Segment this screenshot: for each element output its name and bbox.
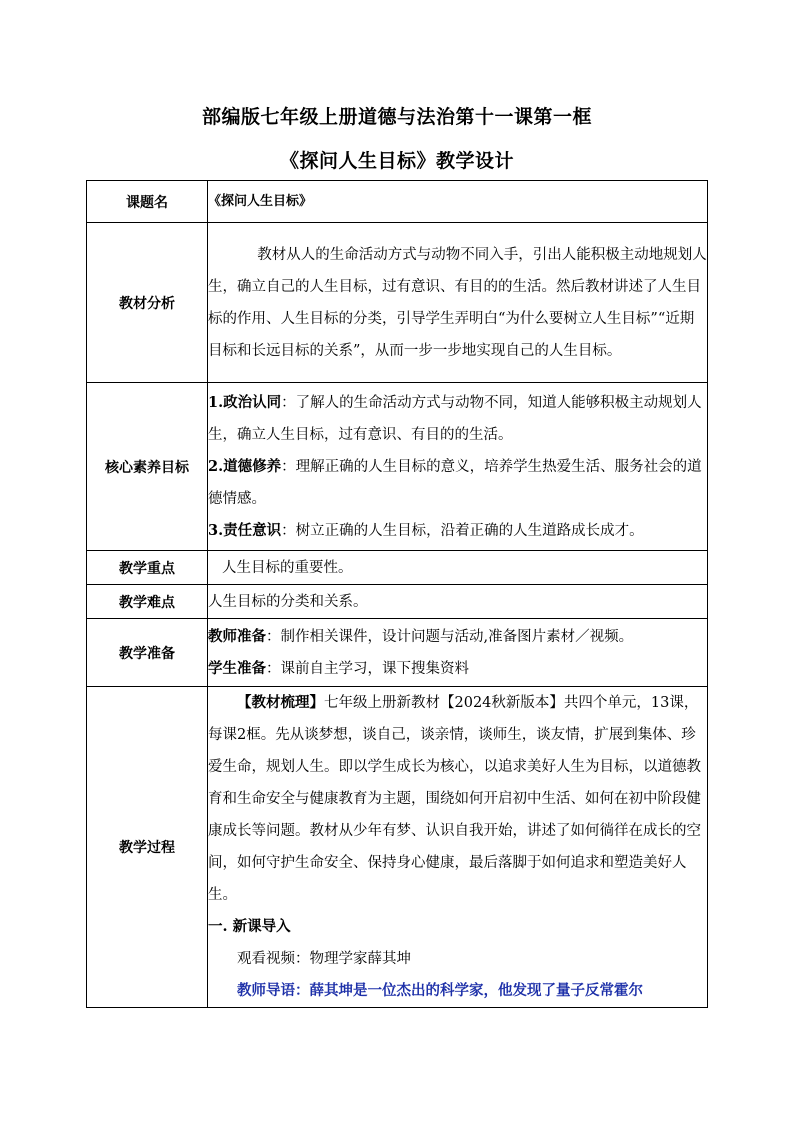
literacy-item-2-head: 2.道德修养 xyxy=(208,457,282,475)
prep-teacher-head: 教师准备 xyxy=(208,627,266,645)
value-prep xyxy=(208,619,708,687)
label-topic: 课题名 xyxy=(87,181,208,223)
literacy-item-1-body: ：了解人的生命活动方式与动物不同，知道人能够积极主动规划人生，确立人生目标，过有意识、有目的的生活。 xyxy=(208,394,702,443)
process-intro xyxy=(208,687,707,911)
literacy-item-1-head: 1.政治认同 xyxy=(208,393,282,411)
literacy-item-2-body: ：理解正确的人生目标的意义，培养学生热爱生活、服务社会的道德情感。 xyxy=(208,458,702,507)
process-intro-head: 【教材梳理】 xyxy=(237,694,324,711)
row-key xyxy=(87,551,708,585)
literacy-item-3-body: ：树立正确的人生目标，沿着正确的人生道路成长成才。 xyxy=(281,522,644,539)
value-literacy xyxy=(208,383,708,551)
label-analysis: 教材分析 xyxy=(87,223,208,383)
row-analysis xyxy=(87,223,708,383)
doc-title-line1: 部编版七年级上册道德与法治第十一课第一框 xyxy=(201,106,592,128)
value-process xyxy=(208,687,708,1008)
process-video: 观看视频：物理学家薛其坤 xyxy=(237,951,411,967)
analysis-text: 教材从人的生命活动方式与动物不同入手，引出人能积极主动地规划人生，确立自己的人生目标，过有意识、有目的的生活。然后教材讲述了人生目标的作用、人生目标的分类，引导学生弄明白“为什么要树立人生目标”“近期目标和长远目标的关系”，从而一步一步地实现自己的人生目标。 xyxy=(208,246,707,359)
literacy-item-1 xyxy=(208,387,707,451)
label-process: 教学过程 xyxy=(87,687,208,1008)
literacy-item-2 xyxy=(208,451,707,515)
value-topic: 《探问人生目标》 xyxy=(208,181,708,223)
prep-student-head: 学生准备 xyxy=(208,659,266,677)
prep-teacher-body: ：制作相关课件，设计问题与活动,准备图片素材／视频。 xyxy=(266,628,634,645)
prep-student-body: ：课前自主学习，课下搜集资料 xyxy=(266,660,469,677)
row-difficulty xyxy=(87,585,708,619)
process-section-1: 一. 新课导入 xyxy=(208,918,291,935)
row-topic xyxy=(87,181,708,223)
lesson-plan-table xyxy=(86,180,708,1008)
value-analysis xyxy=(208,223,708,383)
row-prep xyxy=(87,619,708,687)
literacy-item-3 xyxy=(208,515,707,547)
value-key: 人生目标的重要性。 xyxy=(208,551,708,585)
prep-student xyxy=(208,653,707,685)
label-key: 教学重点 xyxy=(87,551,208,585)
value-difficulty: 人生目标的分类和关系。 xyxy=(208,585,708,619)
literacy-item-3-head: 3.责任意识 xyxy=(208,521,282,539)
row-literacy xyxy=(87,383,708,551)
process-guide: 教师导语：薛其坤是一位杰出的科学家，他发现了量子反常霍尔 xyxy=(237,982,643,999)
label-literacy: 核心素养目标 xyxy=(87,383,208,551)
label-prep: 教学准备 xyxy=(87,619,208,687)
prep-teacher xyxy=(208,621,707,653)
process-intro-body: 七年级上册新教材【2024秋新版本】共四个单元，13课， 每课2框。先从谈梦想，谈自己，谈亲情，谈师生，谈友情，扩展到集体、珍爱生命，规划人生。即以学生成长为核心，以追求美好人生为目标，以道德教育和生命安全与健康教育为主题，围绕如何开启初中生活、如何在初中阶段健康成长等问题。教材从少年有梦、认识自我开始，讲述了如何徜徉在成长的空间，如何守护生命安全、保持身心健康，最后落脚于如何追求和塑造美好人生。 xyxy=(208,695,701,903)
doc-title-line2: 《探问人生目标》教学设计 xyxy=(279,150,514,172)
row-process xyxy=(87,687,708,1008)
label-difficulty: 教学难点 xyxy=(87,585,208,619)
